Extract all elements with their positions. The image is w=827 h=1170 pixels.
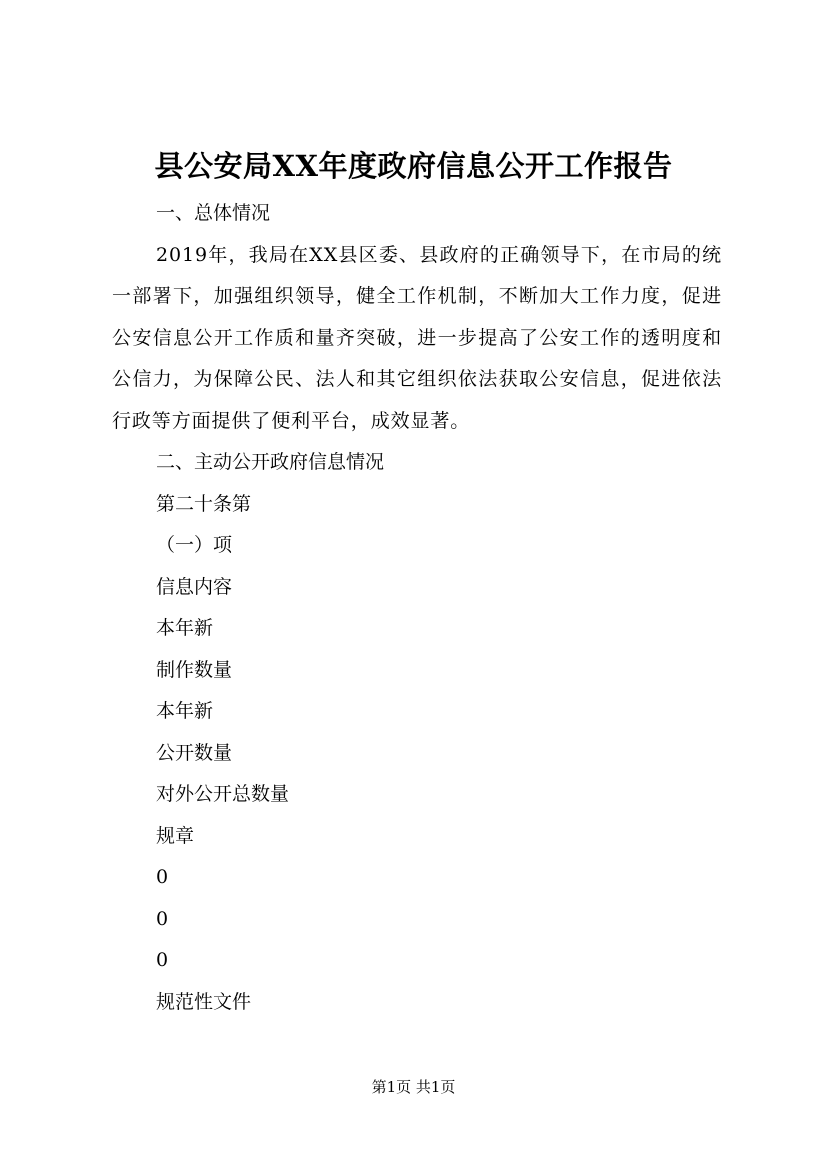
table-cell-text: 制作数量: [156, 658, 233, 681]
table-cell-value: 0: [156, 907, 169, 930]
table-cell-text: 规范性文件: [156, 990, 252, 1013]
table-cell-text: 第二十条第: [156, 492, 252, 515]
table-cell-text: （一）项: [156, 534, 233, 556]
section-heading-active-disclosure: 二、主动公开政府信息情况: [156, 451, 385, 473]
document-body: [112, 193, 722, 1023]
table-cell-value: 0: [156, 866, 169, 888]
page-number-footer: 第1页 共1页: [371, 1078, 456, 1096]
table-cell-value: 0: [156, 949, 169, 971]
table-cell-text: 公开数量: [156, 741, 233, 764]
table-cell-text: 信息内容: [156, 575, 233, 598]
table-cell-text: 本年新: [156, 700, 214, 722]
document-title: 县公安局XX年度政府信息公开工作报告: [154, 149, 673, 183]
table-cell-text: 规章: [156, 824, 195, 847]
section-heading-overview: 一、总体情况: [156, 202, 271, 224]
overview-paragraph: 2019年，我局在XX县区委、县政府的正确领导下，在市局的统一部署下，加强组织领导，健全工作机制，不断加大工作力度，促进公安信息公开工作质和量齐突破，进一步提高了公安工作的透明度和公信力，为保障公民、法人和其它组织依法获取公安信息，促进依法行政等方面提供了便利平台，成效显著。: [112, 243, 722, 432]
table-cell-text: 本年新: [156, 617, 214, 639]
table-cell-text: 对外公开总数量: [156, 783, 290, 805]
